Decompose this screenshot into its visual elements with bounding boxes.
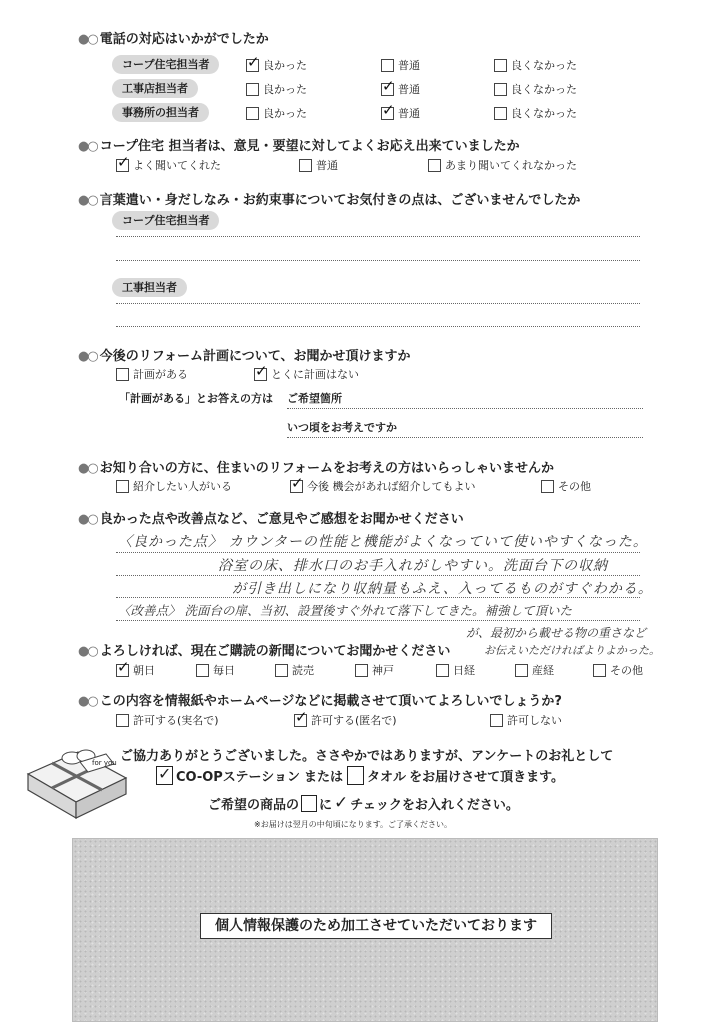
- q1-row-option[interactable]: [494, 105, 577, 121]
- q1-row-label: 事務所の担当者: [112, 103, 209, 122]
- q1-row-option[interactable]: [246, 57, 307, 73]
- q5-option-1[interactable]: ✓ 今後 機会があれば紹介してもよい: [290, 478, 476, 494]
- q4-when-label: いつ頃をお考えですか: [287, 421, 397, 434]
- answer-line[interactable]: [116, 260, 640, 261]
- checkbox[interactable]: [541, 480, 554, 493]
- q8-title: ●○ この内容を情報紙やホームページなどに掲載させて頂いてよろしいでしょうか?: [78, 694, 562, 709]
- q1-row-option[interactable]: [381, 105, 420, 121]
- q5-option-2[interactable]: その他: [541, 478, 591, 494]
- q8-option-1[interactable]: ✓ 許可する(匿名で): [294, 712, 397, 728]
- answer-line[interactable]: [287, 408, 643, 409]
- q7-option-nikkei[interactable]: 日経: [436, 662, 475, 678]
- handwriting-line-1: 〈良かった点〉 カウンターの性能と機能がよくなっていて使いやすくなった。: [118, 534, 648, 550]
- option-label: 良くなかった: [511, 83, 577, 96]
- gift-option-towel[interactable]: タオル: [347, 766, 406, 785]
- checkbox[interactable]: [381, 83, 394, 96]
- handwriting-line-6: お伝えいただければよりよかった。: [484, 644, 660, 657]
- option-label: 良くなかった: [511, 59, 577, 72]
- q7-option-sankei[interactable]: 産経: [515, 662, 554, 678]
- q1-row-label: 工事店担当者: [112, 79, 198, 98]
- delivery-note: ※お届けは翌月の中旬頃になります。ご了承ください。: [254, 820, 453, 829]
- q5-option-0[interactable]: 紹介したい人がいる: [116, 478, 232, 494]
- q1-row-option[interactable]: [494, 57, 577, 73]
- q2-title: ●○ コープ住宅 担当者は、意見・要望に対してよくお応え出来ていましたか: [78, 139, 520, 154]
- handwriting-line-2: 浴室の床、排水口のお手入れがしやすい。洗面台下の収納: [218, 558, 608, 574]
- q2-option-1[interactable]: 普通: [299, 157, 338, 173]
- q7-option-other[interactable]: その他: [593, 662, 643, 678]
- q1-title: ●○ 電話の対応はいかがでしたか: [78, 32, 269, 47]
- checkbox[interactable]: [381, 59, 394, 72]
- thanks-line-3: ご希望の商品の に ✓ チェックをお入れください。: [208, 793, 519, 813]
- checkbox[interactable]: [494, 107, 507, 120]
- q3-label-coop: コープ住宅担当者: [112, 211, 219, 230]
- q6-title: ●○ 良かった点や改善点など、ご意見やご感想をお聞かせください: [78, 512, 464, 527]
- q1-row-option[interactable]: [246, 81, 307, 97]
- q8-option-0[interactable]: 許可する(実名で): [116, 712, 219, 728]
- checkbox[interactable]: [494, 59, 507, 72]
- checkbox[interactable]: [593, 664, 606, 677]
- q1-row-option[interactable]: [381, 81, 420, 97]
- checkbox[interactable]: [156, 766, 173, 785]
- q1-row-label: コープ住宅担当者: [112, 55, 219, 74]
- checkbox[interactable]: [196, 664, 209, 677]
- q4-option-1[interactable]: ✓ とくに計画はない: [254, 366, 359, 382]
- checkbox[interactable]: [116, 664, 129, 677]
- or-text: または: [304, 770, 344, 785]
- answer-line[interactable]: [116, 552, 640, 553]
- q7-option-asahi[interactable]: ✓ 朝日: [116, 662, 155, 678]
- q4-title: ●○ 今後のリフォーム計画について、お聞かせ頂けますか: [78, 349, 411, 364]
- checkbox[interactable]: [254, 368, 267, 381]
- privacy-label: 個人情報保護のため加工させていただいております: [200, 913, 552, 939]
- checkbox[interactable]: [381, 107, 394, 120]
- thanks-line-1: ご協力ありがとうございました。ささやかではありますが、アンケートのお礼として: [120, 749, 614, 764]
- checkbox[interactable]: [490, 714, 503, 727]
- thanks-line-2-end: をお届けさせて頂きます。: [409, 770, 565, 785]
- q4-option-0[interactable]: 計画がある: [116, 366, 188, 382]
- gift-tag-text: for you: [92, 759, 117, 767]
- checkbox[interactable]: [116, 480, 129, 493]
- q4-followup: 「計画がある」とお答えの方は: [119, 392, 273, 405]
- answer-line[interactable]: [116, 326, 640, 327]
- checkbox[interactable]: [246, 83, 259, 96]
- q3-title: ●○ 言葉遣い・身だしなみ・お約束事についてお気付きの点は、ございませんでしたか: [78, 193, 581, 208]
- checkbox[interactable]: [436, 664, 449, 677]
- check-mark-icon: ✓: [334, 793, 349, 813]
- answer-line[interactable]: [116, 303, 640, 304]
- handwriting-line-5: が、最初から載せる物の重さなど: [466, 626, 647, 640]
- answer-line[interactable]: [116, 620, 640, 621]
- q5-title: ●○ お知り合いの方に、住まいのリフォームをお考えの方はいらっしゃいませんか: [78, 461, 555, 476]
- q2-option-0[interactable]: ✓ よく聞いてくれた: [116, 157, 221, 173]
- answer-line[interactable]: [116, 575, 640, 576]
- q8-option-2[interactable]: 許可しない: [490, 712, 562, 728]
- checkbox[interactable]: [294, 714, 307, 727]
- q7-option-yomiuri[interactable]: 読売: [275, 662, 314, 678]
- checkbox[interactable]: [116, 714, 129, 727]
- answer-line[interactable]: [116, 236, 640, 237]
- q2-option-2[interactable]: あまり聞いてくれなかった: [428, 157, 577, 173]
- option-label: 良かった: [263, 59, 307, 72]
- checkbox[interactable]: [246, 107, 259, 120]
- checkbox[interactable]: [355, 664, 368, 677]
- q1-row-option[interactable]: [246, 105, 307, 121]
- checkbox[interactable]: [515, 664, 528, 677]
- handwriting-line-3: が引き出しになり収納量もふえ、入ってるものがすぐわかる。: [232, 581, 653, 597]
- option-label: 良くなかった: [511, 107, 577, 120]
- option-label: 普通: [398, 107, 420, 120]
- thanks-line-2: [156, 766, 564, 785]
- handwriting-line-4: 〈改善点〉 洗面台の扉、当初、設置後すぐ外れて落下してきた。補強して頂いた: [118, 603, 572, 618]
- checkbox[interactable]: [494, 83, 507, 96]
- checkbox[interactable]: [116, 368, 129, 381]
- option-label: 良かった: [263, 107, 307, 120]
- checkbox[interactable]: [246, 59, 259, 72]
- q4-place-label: ご希望箇所: [287, 392, 342, 405]
- gift-option-coop-station[interactable]: ✓ CO-OPステーション: [156, 766, 300, 785]
- q1-row-option[interactable]: [381, 57, 420, 73]
- checkbox[interactable]: [428, 159, 441, 172]
- option-label: 普通: [398, 83, 420, 96]
- option-label: 普通: [398, 59, 420, 72]
- q7-option-kobe[interactable]: 神戸: [355, 662, 394, 678]
- q7-title: ●○ よろしければ、現在ご購読の新聞についてお聞かせください: [78, 644, 451, 659]
- checkbox[interactable]: [299, 159, 312, 172]
- checkbox[interactable]: [275, 664, 288, 677]
- option-label: 良かった: [263, 83, 307, 96]
- answer-line[interactable]: [287, 437, 643, 438]
- q3-label-construction: 工事担当者: [112, 278, 187, 297]
- sample-box: [301, 795, 317, 812]
- q1-row-option[interactable]: [494, 81, 577, 97]
- gift-box-illustration: [22, 738, 130, 822]
- checkbox[interactable]: [290, 480, 303, 493]
- checkbox[interactable]: [116, 159, 129, 172]
- q7-option-mainichi[interactable]: 毎日: [196, 662, 235, 678]
- checkbox[interactable]: [347, 766, 364, 785]
